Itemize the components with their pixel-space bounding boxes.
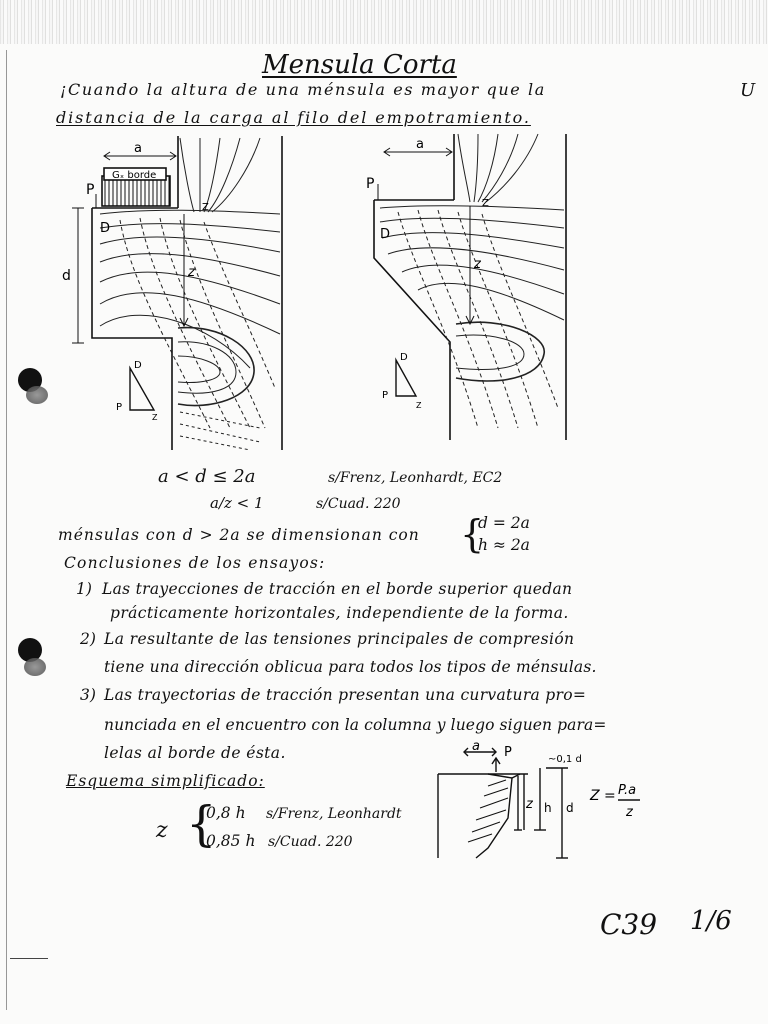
conclusion-1-line2: prácticamente horizontales, independiente de la forma. — [110, 604, 569, 622]
simplified-opt2-source: s/Cuad. 220 — [268, 834, 353, 850]
right-label-P: P — [366, 176, 375, 192]
diagram-cover: ~0,1 d — [548, 754, 582, 765]
right-corbel-figure — [358, 128, 598, 448]
conclusion-2-line1: La resultante de las tensiones principales de compresión — [104, 630, 575, 648]
dimension-brace: { — [460, 512, 485, 556]
page-title: Mensula Corta — [262, 50, 457, 80]
intro-line-2: distancia de la carga al filo del empotramiento. — [56, 108, 531, 127]
left-label-a: a — [134, 141, 142, 156]
simplified-heading: Esquema simplificado: — [66, 772, 265, 790]
binder-hole-shadow — [26, 386, 48, 404]
diagram-P: P — [504, 745, 512, 760]
page-fraction: 1/6 — [690, 906, 732, 936]
relation-ratio-source: s/Cuad. 220 — [316, 496, 401, 512]
diagram-formula-lhs: Z = — [590, 788, 616, 804]
page-code: C39 — [600, 908, 658, 941]
simplified-diagram — [428, 738, 658, 866]
left-tri-Z: Z — [152, 413, 158, 422]
conclusion-1-num: 1) — [76, 580, 92, 598]
conclusion-3-num: 3) — [80, 686, 96, 704]
dimension-rule-text: ménsulas con d > 2a se dimensionan con — [58, 526, 420, 544]
conclusion-3-line2: nunciada en el encuentro con la columna y luego siguen para= — [104, 716, 607, 734]
diagram-z: z — [526, 797, 533, 812]
simplified-brace: { — [186, 796, 217, 852]
diagram-formula-den: z — [626, 805, 633, 820]
left-label-D: D — [100, 221, 111, 236]
simplified-opt1-source: s/Frenz, Leonhardt — [266, 806, 402, 822]
bottom-mark — [10, 958, 48, 959]
conclusions-heading: Conclusiones de los ensayos: — [64, 554, 326, 572]
conclusion-3-line3: lelas al borde de ésta. — [104, 744, 286, 762]
right-label-Z: Z — [482, 198, 489, 209]
conclusion-1-line1: Las trayecciones de tracción en el borde superior quedan — [102, 580, 573, 598]
scan-noise-band — [0, 0, 768, 44]
conclusion-3-line1: Las trayectorias de tracción presentan una curvatura pro= — [104, 686, 587, 704]
diagram-formula-num: P.a — [618, 783, 637, 798]
right-label-a: a — [416, 137, 424, 152]
right-tri-P: P — [382, 390, 389, 401]
left-margin-line — [6, 50, 7, 1010]
simplified-z-symbol: z — [156, 818, 168, 843]
left-label-Z: Z — [202, 202, 209, 213]
right-label-z: z — [474, 257, 481, 272]
left-corbel-figure — [60, 128, 310, 458]
relation-ratio: a/z < 1 — [210, 494, 264, 512]
dimension-case-2: h ≈ 2a — [478, 536, 530, 554]
simplified-opt2: 0,85 h — [206, 832, 256, 850]
conclusion-2-num: 2) — [80, 630, 96, 648]
corbel-outline — [92, 208, 172, 450]
dimension-case-1: d = 2a — [478, 514, 530, 532]
diagram-d: d — [566, 801, 574, 815]
right-tri-Z: Z — [416, 401, 422, 410]
left-tri-D: D — [134, 360, 142, 371]
left-label-d: d — [62, 268, 71, 284]
intro-line-1: ¡Cuando la altura de una ménsula es mayor que la — [60, 80, 546, 99]
left-label-load: Gₓ borde — [112, 170, 157, 181]
conclusion-2-line2: tiene una dirección oblicua para todos los tipos de ménsulas. — [104, 658, 597, 676]
relation-main-source: s/Frenz, Leonhardt, EC2 — [328, 470, 503, 486]
right-tri-D: D — [400, 352, 408, 363]
corner-mark: U — [740, 80, 756, 101]
simplified-opt1: 0,8 h — [206, 804, 246, 822]
diagram-a: a — [472, 739, 480, 754]
binder-hole-shadow — [24, 658, 46, 676]
diagram-h: h — [544, 801, 552, 815]
right-label-D: D — [380, 227, 391, 242]
left-label-z: z — [188, 265, 195, 280]
left-label-P: P — [86, 182, 95, 198]
relation-main: a < d ≤ 2a — [158, 466, 256, 487]
left-tri-P: P — [116, 402, 123, 413]
